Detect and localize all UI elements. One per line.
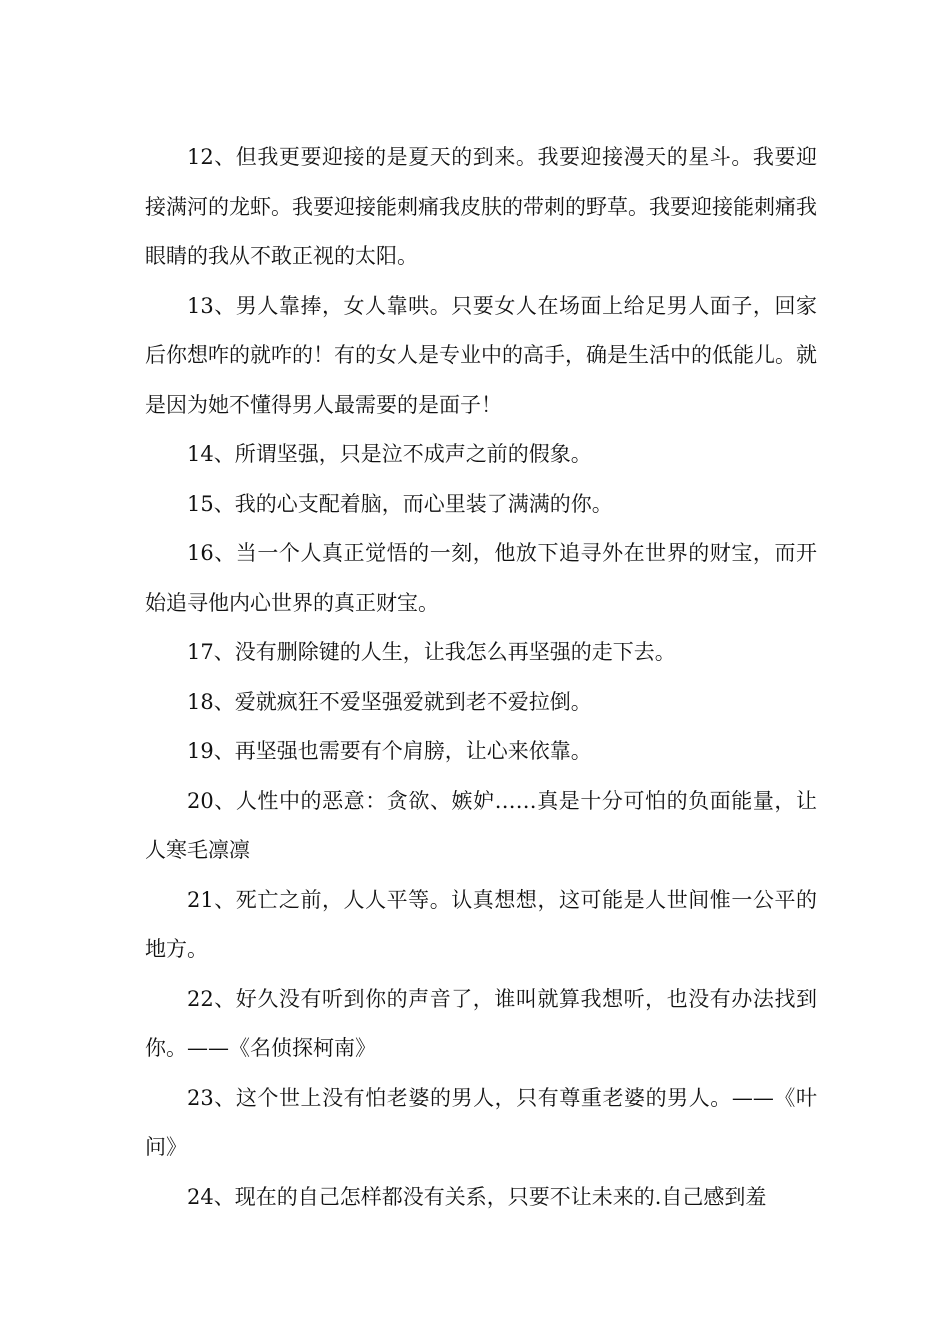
paragraph-16: 16、当一个人真正觉悟的一刻，他放下追寻外在世界的财宝，而开始追寻他内心世界的真正财宝。 <box>145 541 817 615</box>
paragraph-15: 15、我的心支配着脑，而心里装了满满的你。 <box>187 491 613 516</box>
paragraph-24: 24、现在的自己怎样都没有关系，只要不让未来的.自己感到羞 <box>187 1184 767 1209</box>
paragraph-23: 23、这个世上没有怕老婆的男人，只有尊重老婆的男人。——《叶问》 <box>145 1085 817 1159</box>
paragraph-17: 17、没有删除键的人生，让我怎么再坚强的走下去。 <box>187 640 676 664</box>
paragraph-13: 13、男人靠捧，女人靠哄。只要女人在场面上给足男人面子，回家后你想咋的就咋的！有的女人是专业中的高手，确是生活中的低能儿。就是因为她不懂得男人最需要的是面子！ <box>145 293 817 417</box>
document-body <box>145 133 817 1222</box>
paragraph-12: 12、但我更要迎接的是夏天的到来。我要迎接漫天的星斗。我要迎接满河的龙虾。我要迎接能刺痛我皮肤的带刺的野草。我要迎接能刺痛我眼睛的我从不敢正视的太阳。 <box>145 145 817 268</box>
paragraph-18: 18、爱就疯狂不爱坚强爱就到老不爱拉倒。 <box>187 689 592 714</box>
paragraph-20: 20、人性中的恶意：贪欲、嫉妒……真是十分可怕的负面能量，让人寒毛凛凛 <box>145 788 817 862</box>
paragraph-14: 14、所谓坚强，只是泣不成声之前的假象。 <box>187 442 592 466</box>
paragraph-22: 22、好久没有听到你的声音了，谁叫就算我想听，也没有办法找到你。——《名侦探柯南》 <box>145 986 817 1060</box>
paragraph-19: 19、再坚强也需要有个肩膀，让心来依靠。 <box>187 739 592 763</box>
paragraph-21: 21、死亡之前，人人平等。认真想想，这可能是人世间惟一公平的地方。 <box>145 887 817 961</box>
